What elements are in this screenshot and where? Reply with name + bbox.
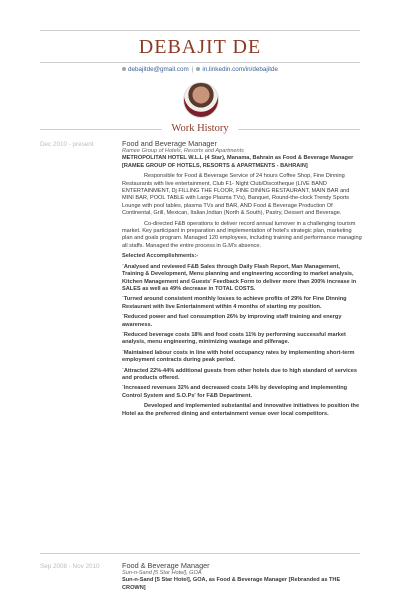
section-title: Work History	[171, 123, 229, 134]
accomplishments-heading: Selected Accomplishments:-	[122, 253, 199, 260]
job-paragraph: Sun-n-Sand [5 Star Hotel], GOA, as Food & Beverage Manager [Rebranded as THE CROWN]	[122, 577, 341, 591]
job-title: Food & Beverage Manager	[122, 561, 210, 570]
linkedin-link[interactable]: in.linkedin.com/in/debajitde	[202, 66, 278, 73]
job-entry	[122, 561, 362, 595]
candidate-name: DEBAJIT DE	[138, 36, 262, 58]
accomplishment-item: `Reduced beverage costs 18% and food costs 11% by performing successful market analysis, menu engineering, minimizing wastage and pilferage.	[122, 331, 346, 346]
accomplishment-item: `Increased revenues 32% and decreased costs 14% by developing and implementing Control System and S.O.Ps' for F&B Department.	[122, 385, 348, 399]
job-paragraph: METROPOLITAN HOTEL W.L.L (4 Star), Manama, Bahrain as Food & Beverage Manager [RAMEE GROUP OF HOTELS, RESORTS & APARTMENTS - BAHRAIN]	[122, 155, 354, 169]
contact-line	[0, 66, 400, 73]
profile-photo	[183, 82, 219, 118]
job-organization: Sun-n-Sand [5 Star Hotel], GOA	[122, 570, 202, 576]
accomplishment-item: `Maintained labour costs in line with hotel occupancy rates by implementing short-term employment contracts during peak period.	[122, 349, 355, 364]
accomplishment-item: `Turned around consistent monthly losses to achieve profits of 29% for Fine Dinning Restaurant with live Entertainment within 4 months of starting my position.	[122, 296, 347, 310]
job-paragraph: Responsible for Food & Beverage Service of 24 hours Coffee Shop, Fine Dinning Restaurants with live entertainment, Club F1- Night Club/Discotheque (LIVE BAND ENTERTAINMENT, Dj FILLING THE FLOOR, FINE DINING RESTAURANT, MAIN BAR and MINI BAR, POOL TABLE with Large Plasma TVs), Banquet, Round-the-clock Trendy Sports Lounge with pool tables, plasma TVs and BAR, AND Food & Beverage Production Of Continental, Grill, Mexican, Italian,Indian (North & South), Pastry, Dessert and Beverage.	[122, 173, 350, 217]
top-divider	[40, 30, 360, 31]
section-rule-right	[238, 129, 360, 130]
email-link[interactable]: debajitde@gmail.com	[128, 66, 189, 73]
job-paragraph: Co-directed F&B operations to deliver record annual turnover in a challenging tourism market. Key participant in preparation and implementation of hotel's strategic plan, marketing plan and goals program. Managed 120 employees, including training and performance managing all staffs. Managed the entire process in G.M's absence.	[122, 220, 362, 249]
job-organization: Ramee Group of Hotels, Resorts and Apartments	[122, 148, 244, 154]
job-dates: Sep 2008 - Nov 2010	[40, 563, 100, 570]
job-entry	[122, 139, 362, 421]
accomplishment-item: Developed and implemented substantial and innovative initiatives to position the Hotel as the preferred dining and entertainment venue over local competitors.	[122, 403, 360, 417]
contact-separator: |	[191, 66, 194, 73]
job-divider	[40, 553, 360, 554]
accomplishment-item: `Attracted 22%-44% additional guests from other hotels due to high standard of services and products offered.	[122, 367, 357, 381]
job-dates: Dec 2010 - present	[40, 141, 94, 148]
email-icon	[122, 67, 126, 71]
job-title: Food and Beverage Manager	[122, 139, 217, 148]
accomplishment-item: `Reduced power and fuel consumption 26% by improving staff training and energy awareness.	[122, 314, 342, 328]
name-divider	[40, 62, 360, 63]
accomplishment-item: `Analysed and reviewed F&B Sales through Daily Flash Report, Man Management, Training & Development, Menu planning and engineering according to market analysis, Kitchen Management and Guests' Feedback Form to deliver more than 200% increase in SALES as well as 49% decrease in TOTAL COSTS.	[122, 263, 357, 292]
linkedin-icon	[196, 67, 200, 71]
